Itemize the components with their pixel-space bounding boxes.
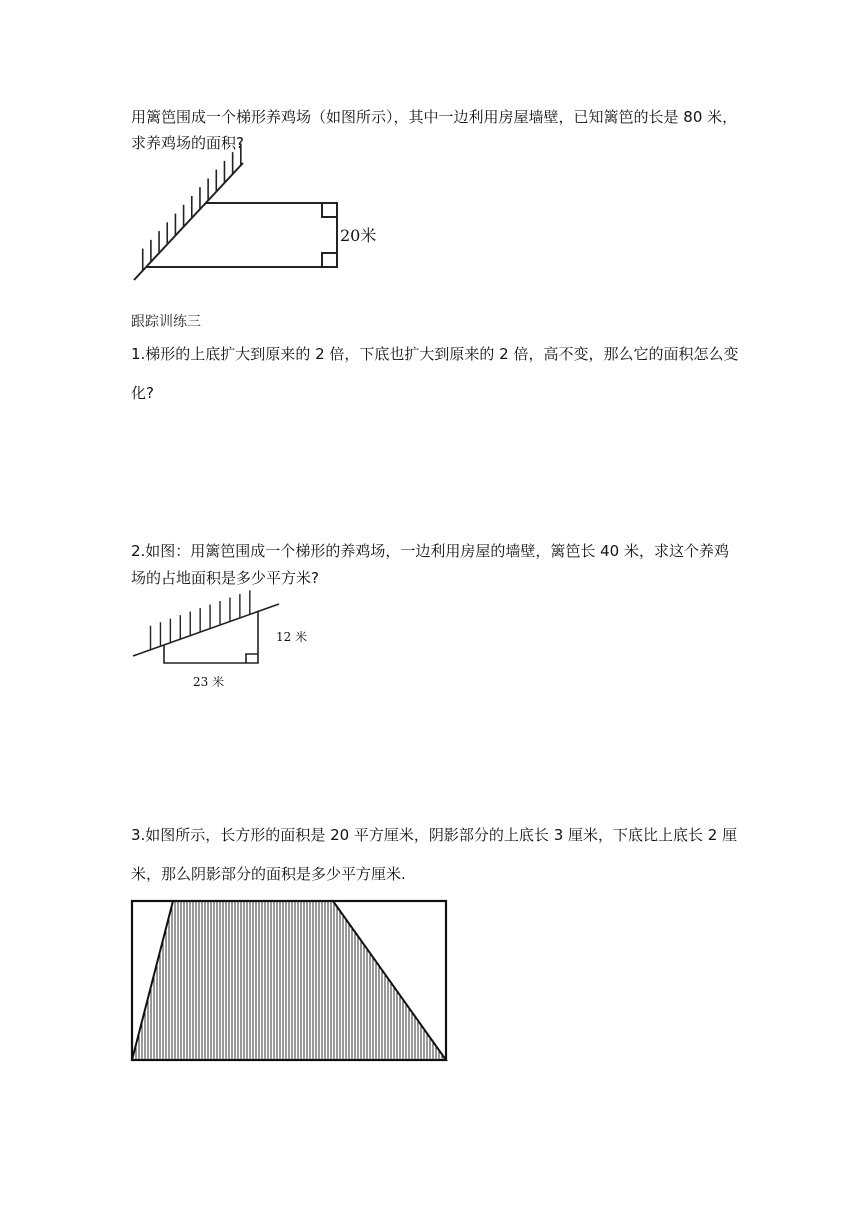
q1-text-line-2: 化? — [131, 384, 154, 402]
q3-text-line-1: 3.如图所示，长方形的面积是 20 平方厘米，阴影部分的上底长 3 厘米，下底比上底长 2 厘 — [131, 826, 738, 844]
figure1-height-label: 20米 — [340, 226, 377, 245]
intro-text-line-2: 求养鸡场的面积? — [131, 134, 244, 152]
q1-text-line-1: 1.梯形的上底扩大到原来的 2 倍，下底也扩大到原来的 2 倍，高不变，那么它的面积怎么变 — [131, 345, 739, 363]
q2-text-line-2: 场的占地面积是多少平方米? — [131, 569, 319, 587]
figure2-base-label: 23 米 — [193, 675, 225, 689]
q3-text-line-2: 米，那么阴影部分的面积是多少平方厘米. — [131, 865, 406, 883]
intro-text-line-1: 用篱笆围成一个梯形养鸡场（如图所示），其中一边利用房屋墙壁，已知篱笆的长是 80 米， — [131, 108, 738, 126]
q2-text-line-1: 2.如图：用篱笆围成一个梯形的养鸡场，一边利用房屋的墙壁，篱笆长 40 米，求这个养鸡 — [131, 542, 729, 560]
shaded-trapezoid — [132, 901, 446, 1060]
section-heading: 跟踪训练三 — [131, 314, 201, 330]
figure2-height-label: 12 米 — [276, 630, 308, 644]
